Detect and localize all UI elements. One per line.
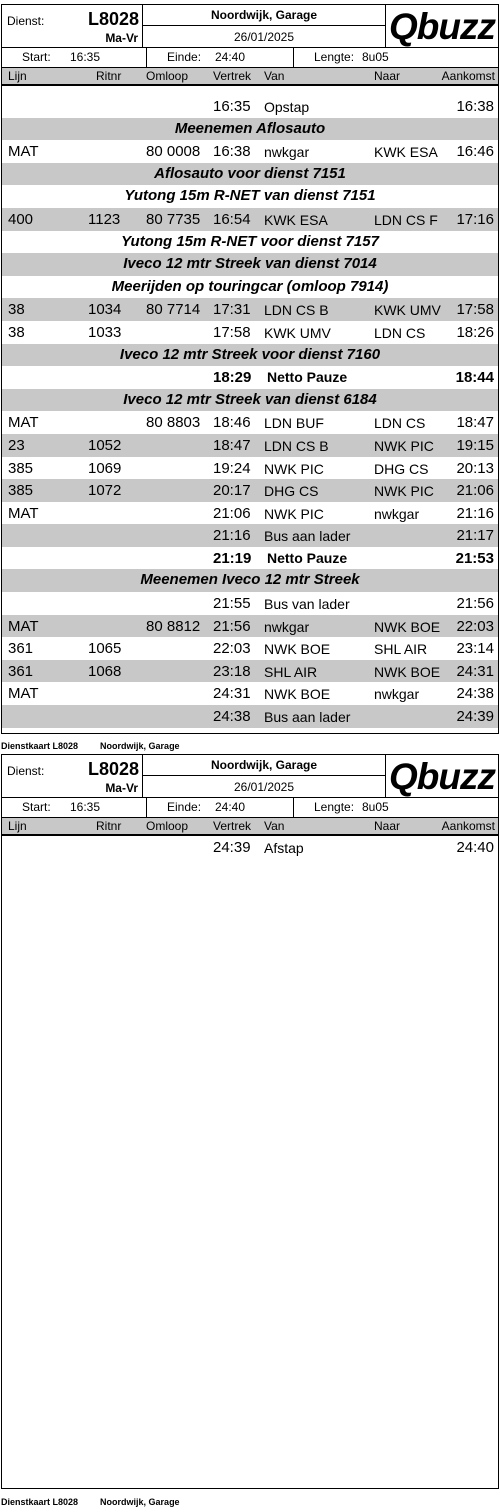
cell-naar: DHG CS [374, 460, 429, 477]
location-date-cell [143, 5, 386, 48]
cell-aankomst: 16:46 [456, 143, 494, 161]
col-aankomst: Aankomst [441, 69, 495, 83]
cell-vertrek: 16:38 [213, 143, 251, 161]
section-row: Meenemen Iveco 12 mtr Streek [2, 569, 498, 592]
cell-aankomst: 18:26 [456, 323, 494, 341]
cell-naar: LDN CS [374, 324, 426, 341]
dienst-label: Dienst: [7, 14, 45, 28]
cell-ritnr: 1069 [88, 459, 122, 477]
cell-aankomst: 23:14 [456, 640, 494, 658]
dienst-cell [2, 5, 143, 48]
dienst-days: Ma-Vr [105, 31, 138, 45]
cell-van: KWK UMV [264, 324, 331, 341]
cell-vertrek: 19:24 [213, 459, 251, 477]
lengte-value: 8u05 [362, 50, 389, 64]
trip-row [2, 434, 498, 457]
cell-aankomst: 22:03 [456, 617, 494, 635]
cell-ritnr: 1033 [88, 323, 122, 341]
col-ritnr: Ritnr [96, 819, 122, 833]
cell-lijn: 400 [8, 210, 34, 228]
dienst-cell [2, 755, 143, 798]
trip-row [2, 208, 498, 231]
cell-lijn: MAT [8, 685, 39, 703]
trip-row [2, 140, 498, 163]
einde-label: Einde: [167, 50, 202, 64]
cell-van: Afstap [264, 840, 304, 856]
einde-label: Einde: [167, 800, 202, 814]
dienst-code: L8028 [87, 759, 139, 779]
cell-aankomst: 21:06 [456, 482, 494, 500]
cell-vertrek: 16:35 [213, 98, 251, 115]
col-naar: Naar [374, 819, 401, 833]
trip-row [2, 592, 498, 615]
cell-ritnr: 1068 [88, 662, 122, 680]
service-date: 26/01/2025 [233, 780, 295, 794]
section-row: Yutong 15m R-NET van dienst 7151 [124, 187, 376, 205]
trip-row [2, 321, 498, 344]
section-row: Meerijden op touringcar (omloop 7914) [111, 277, 389, 295]
trip-row [2, 524, 498, 547]
cell-van: NWK BOE [264, 641, 331, 658]
start-cell [2, 798, 147, 818]
trip-row [2, 705, 498, 728]
col-van: Van [264, 819, 285, 833]
cell-lijn: 385 [8, 482, 34, 500]
trip-row [2, 660, 498, 683]
footer-location: Noordwijk, Garage [100, 1497, 180, 1507]
cell-aankomst: 24:39 [456, 708, 494, 726]
cell-aankomst: 21:16 [456, 504, 494, 522]
cell-ritnr: 1123 [88, 210, 121, 228]
cell-vertrek: 21:56 [213, 617, 251, 635]
trip-row [2, 479, 498, 502]
trip-row [2, 637, 498, 660]
cell-aankomst: 21:17 [456, 527, 494, 545]
trip-list [2, 836, 498, 859]
cell-ritnr: 1072 [88, 482, 122, 500]
section-row: Meenemen Aflosauto [2, 118, 498, 141]
cell-lijn: 361 [8, 640, 34, 658]
cell-van: Bus aan lader [264, 528, 351, 545]
cell-ritnr: 1034 [88, 301, 122, 319]
cell-naar: NWK PIC [374, 437, 434, 454]
page-footer [1, 1497, 180, 1507]
location-date-cell [143, 755, 386, 798]
card-header [2, 5, 498, 48]
cell-aankomst: 17:58 [456, 301, 494, 319]
col-van: Van [264, 69, 285, 83]
cell-aankomst: 24:31 [456, 662, 494, 680]
cell-vertrek: 24:39 [213, 839, 251, 856]
cell-vertrek: 16:54 [213, 210, 251, 228]
cell-van: NWK PIC [264, 505, 324, 522]
cell-naar: NWK PIC [374, 483, 434, 500]
trip-row [2, 615, 498, 638]
cell-naar: LDN CS [374, 415, 426, 432]
cell-lijn: 38 [8, 301, 25, 319]
cell-lijn: MAT [8, 414, 39, 432]
card-header [2, 755, 498, 798]
cell-naar: nwkgar [374, 686, 420, 703]
cell-vertrek: 20:17 [213, 482, 251, 500]
col-lijn: Lijn [8, 819, 27, 833]
section-row: Aflosauto voor dienst 7151 [2, 163, 498, 186]
cell-vertrek: 21:06 [213, 504, 251, 522]
dienst-label: Dienst: [7, 764, 45, 778]
col-vertrek: Vertrek [213, 69, 252, 83]
cell-vertrek: 22:03 [213, 640, 251, 658]
cell-aankomst: 17:16 [456, 210, 494, 228]
start-value: 16:35 [70, 50, 101, 64]
einde-cell [147, 798, 294, 818]
cell-van: Bus aan lader [264, 709, 351, 726]
lengte-cell [294, 48, 498, 68]
cell-lijn: 23 [8, 436, 25, 454]
start-label: Start: [22, 50, 51, 64]
cell-vertrek: 17:31 [213, 301, 251, 319]
cell-lijn: MAT [8, 617, 39, 635]
cell-aankomst: 19:15 [456, 436, 494, 454]
column-header [2, 68, 498, 86]
cell-van: nwkgar [264, 618, 310, 635]
cell-van: nwkgar [264, 144, 310, 161]
times-bar [2, 798, 498, 818]
cell-naar: NWK BOE [374, 618, 441, 635]
cell-aankomst: 21:56 [456, 595, 494, 613]
cell-aankomst: 24:38 [456, 685, 494, 703]
dienstkaart-page-2 [1, 754, 499, 1489]
pause-row [2, 366, 498, 389]
cell-vertrek: 18:47 [213, 436, 251, 454]
col-aankomst: Aankomst [441, 819, 495, 833]
cell-vertrek: 24:38 [213, 708, 251, 726]
cell-naar: LDN CS F [374, 211, 438, 228]
pause-start: 18:29 [213, 369, 252, 387]
cell-ritnr: 1065 [88, 640, 122, 658]
cell-omloop: 80 0008 [146, 143, 201, 161]
trip-list [2, 95, 498, 728]
trip-row [2, 411, 498, 434]
qbuzz-logo: Qbuzz [389, 6, 495, 47]
dienst-days: Ma-Vr [105, 781, 138, 795]
cell-aankomst: 16:38 [456, 98, 494, 115]
col-omloop: Omloop [146, 819, 189, 833]
cell-naar: nwkgar [374, 505, 420, 522]
start-label: Start: [22, 800, 51, 814]
col-ritnr: Ritnr [96, 69, 122, 83]
cell-lijn: MAT [8, 504, 39, 522]
location: Noordwijk, Garage [143, 755, 385, 776]
service-date: 26/01/2025 [233, 30, 295, 44]
cell-ritnr: 1052 [88, 436, 122, 454]
dienstkaart-page-1 [1, 4, 499, 734]
cell-omloop: 80 8803 [146, 414, 201, 432]
section-row: Iveco 12 mtr Streek voor dienst 7160 [2, 344, 498, 367]
cell-lijn: 361 [8, 662, 34, 680]
col-omloop: Omloop [146, 69, 189, 83]
footer-title: Dienstkaart L8028 [1, 741, 79, 751]
cell-aankomst: 24:40 [456, 839, 494, 856]
cell-aankomst: 20:13 [456, 459, 494, 477]
cell-lijn: 38 [8, 323, 25, 341]
cell-naar: SHL AIR [374, 641, 428, 658]
cell-naar: KWK ESA [374, 144, 438, 161]
lengte-value: 8u05 [362, 800, 389, 814]
location: Noordwijk, Garage [143, 5, 385, 26]
cell-van: KWK ESA [264, 211, 328, 228]
trip-row [2, 682, 498, 705]
pause-start: 21:19 [213, 549, 252, 567]
col-lijn: Lijn [8, 69, 27, 83]
cell-vertrek: 18:46 [213, 414, 251, 432]
start-value: 16:35 [70, 800, 101, 814]
cell-van: Opstap [264, 99, 310, 115]
cell-van: LDN CS B [264, 302, 329, 319]
cell-van: NWK PIC [264, 460, 324, 477]
lengte-label: Lengte: [314, 50, 355, 64]
section-row: Yutong 15m R-NET voor dienst 7157 [121, 232, 379, 250]
cell-van: LDN BUF [264, 415, 324, 432]
times-bar [2, 48, 498, 68]
cell-van: LDN CS B [264, 437, 329, 454]
einde-cell [147, 48, 294, 68]
trip-row [2, 457, 498, 480]
trip-row [2, 836, 498, 859]
cell-naar: NWK BOE [374, 663, 441, 680]
cell-aankomst: 18:47 [456, 414, 494, 432]
cell-van: SHL AIR [264, 663, 318, 680]
col-naar: Naar [374, 69, 401, 83]
pause-label: Netto Pauze [267, 549, 348, 566]
cell-lijn: MAT [8, 143, 39, 161]
cell-lijn: 385 [8, 459, 34, 477]
col-vertrek: Vertrek [213, 819, 252, 833]
lengte-cell [294, 798, 498, 818]
start-cell [2, 48, 147, 68]
cell-vertrek: 17:58 [213, 323, 251, 341]
cell-vertrek: 21:16 [213, 527, 251, 545]
cell-omloop: 80 7714 [146, 301, 201, 319]
einde-value: 24:40 [215, 800, 246, 814]
einde-value: 24:40 [215, 50, 246, 64]
qbuzz-logo: Qbuzz [389, 756, 495, 797]
dienst-code: L8028 [87, 9, 139, 29]
cell-omloop: 80 8812 [146, 617, 201, 635]
page-footer [1, 741, 180, 751]
cell-van: NWK BOE [264, 686, 331, 703]
trip-row [2, 298, 498, 321]
cell-van: Bus van lader [264, 596, 350, 613]
cell-omloop: 80 7735 [146, 210, 201, 228]
cell-vertrek: 24:31 [213, 685, 251, 703]
cell-vertrek: 23:18 [213, 662, 251, 680]
pause-label: Netto Pauze [267, 369, 348, 386]
section-row: Iveco 12 mtr Streek van dienst 6184 [2, 389, 498, 412]
pause-end: 21:53 [455, 549, 494, 567]
pause-row [2, 547, 498, 570]
cell-van: DHG CS [264, 483, 319, 500]
column-header [2, 818, 498, 836]
section-row: Iveco 12 mtr Streek van dienst 7014 [2, 253, 498, 276]
footer-location: Noordwijk, Garage [100, 741, 180, 751]
footer-title: Dienstkaart L8028 [1, 1497, 79, 1507]
cell-naar: KWK UMV [374, 302, 441, 319]
cell-vertrek: 21:55 [213, 595, 251, 613]
pause-end: 18:44 [455, 369, 494, 387]
trip-row [2, 95, 498, 118]
trip-row [2, 502, 498, 525]
lengte-label: Lengte: [314, 800, 355, 814]
